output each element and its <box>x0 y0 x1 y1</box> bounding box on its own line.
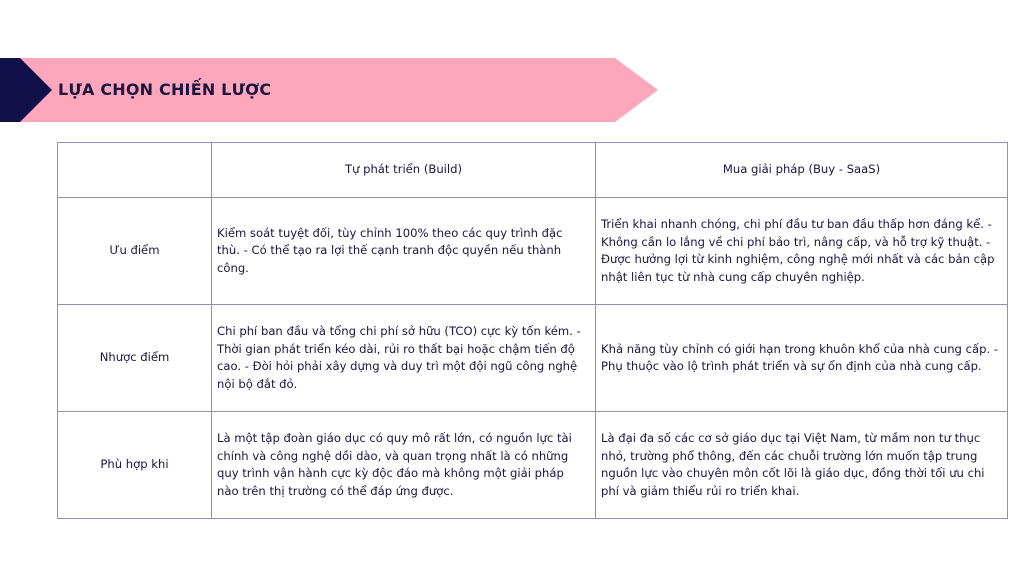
table-row-suitable-when <box>58 412 1008 519</box>
comparison-table <box>57 142 1008 519</box>
header-banner <box>0 58 660 122</box>
column-header-build: Tự phát triển (Build) <box>212 143 596 198</box>
page-title: LỰA CHỌN CHIẾN LƯỢC <box>58 80 272 99</box>
cell-advantages-buy: Triển khai nhanh chóng, chi phí đầu tư ban đầu thấp hơn đáng kể. - Không cần lo lắng về chi phí bảo trì, nâng cấp, và hỗ trợ kỹ thuật. - Được hưởng lợi từ kinh nghiệm, công nghệ mới nhất và các bản cập nhật liên tục từ nhà cung cấp chuyên nghiệp. <box>596 198 1008 305</box>
column-header-buy: Mua giải pháp (Buy - SaaS) <box>596 143 1008 198</box>
header-empty-cell <box>58 143 212 198</box>
cell-advantages-build: Kiểm soát tuyệt đối, tùy chỉnh 100% theo các quy trình đặc thù. - Có thể tạo ra lợi thế cạnh tranh độc quyền nếu thành công. <box>212 198 596 305</box>
table-row-advantages <box>58 198 1008 305</box>
cell-disadvantages-build: Chi phí ban đầu và tổng chi phí sở hữu (TCO) cực kỳ tốn kém. - Thời gian phát triển kéo dài, rủi ro thất bại hoặc chậm tiến độ cao. - Đòi hỏi phải xây dựng và duy trì một đội ngũ công nghệ nội bộ đắt đỏ. <box>212 305 596 412</box>
cell-suitable-build: Là một tập đoàn giáo dục có quy mô rất lớn, có nguồn lực tài chính và công nghệ dồi dào, và quan trọng nhất là có những quy trình vận hành cực kỳ độc đáo mà không một giải pháp nào trên thị trường có thể đáp ứng được. <box>212 412 596 519</box>
row-label-suitable-when: Phù hợp khi <box>58 412 212 519</box>
row-label-advantages: Ưu điểm <box>58 198 212 305</box>
table-header-row <box>58 143 1008 198</box>
cell-suitable-buy: Là đại đa số các cơ sở giáo dục tại Việt Nam, từ mầm non tư thục nhỏ, trường phổ thông, đến các chuỗi trường lớn muốn tập trung nguồn lực vào chuyên môn cốt lõi là giáo dục, đồng thời tối ưu chi phí và giảm thiểu rủi ro triển khai. <box>596 412 1008 519</box>
table-row-disadvantages <box>58 305 1008 412</box>
cell-disadvantages-buy: Khả năng tùy chỉnh có giới hạn trong khuôn khổ của nhà cung cấp. - Phụ thuộc vào lộ trình phát triển và sự ổn định của nhà cung cấp. <box>596 305 1008 412</box>
row-label-disadvantages: Nhược điểm <box>58 305 212 412</box>
